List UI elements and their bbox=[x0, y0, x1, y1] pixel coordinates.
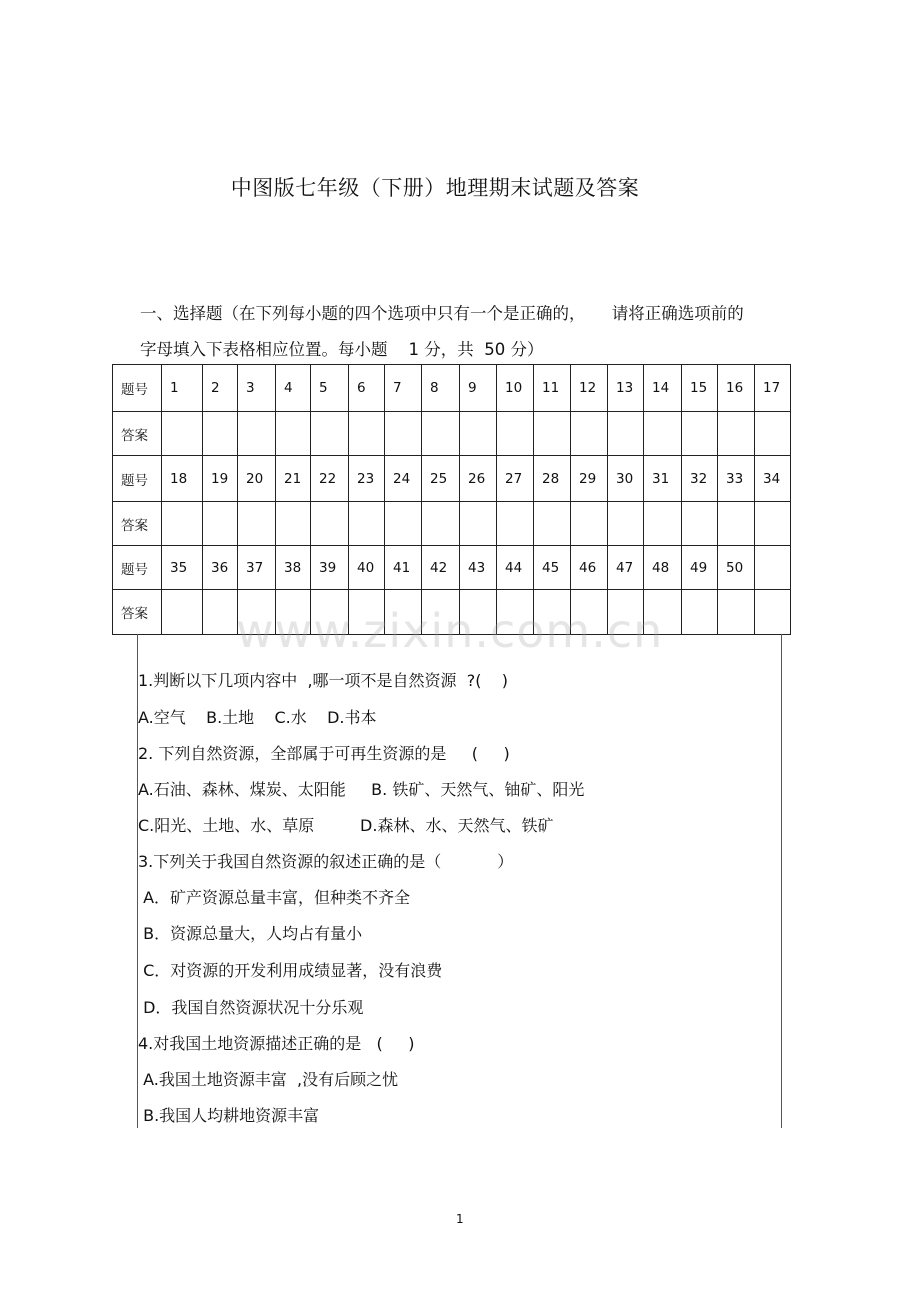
answer-cell[interactable] bbox=[385, 412, 422, 456]
question-number-cell: 37 bbox=[238, 546, 276, 590]
question-number-cell: 43 bbox=[460, 546, 497, 590]
question-number-cell: 25 bbox=[422, 456, 460, 502]
question-line: 4.对我国土地资源描述正确的是 ( ) bbox=[138, 1034, 415, 1053]
answer-row bbox=[113, 412, 791, 456]
question-number-cell: 16 bbox=[718, 365, 755, 412]
answer-cell[interactable] bbox=[644, 412, 682, 456]
answer-cell[interactable] bbox=[276, 412, 311, 456]
question-number-cell: 46 bbox=[571, 546, 608, 590]
answer-cell[interactable] bbox=[608, 412, 644, 456]
question-number-cell bbox=[755, 546, 791, 590]
question-number-cell: 4 bbox=[276, 365, 311, 412]
answer-cell[interactable] bbox=[497, 502, 534, 546]
answer-cell[interactable] bbox=[422, 502, 460, 546]
question-number-cell: 39 bbox=[311, 546, 349, 590]
answer-cell[interactable] bbox=[571, 412, 608, 456]
question-number-cell: 45 bbox=[534, 546, 571, 590]
question-number-cell: 36 bbox=[203, 546, 238, 590]
question-number-cell: 23 bbox=[349, 456, 385, 502]
question-number-cell: 8 bbox=[422, 365, 460, 412]
answer-cell[interactable] bbox=[497, 412, 534, 456]
question-number-cell: 35 bbox=[162, 546, 203, 590]
row-label-answer: 答案 bbox=[113, 590, 162, 635]
question-number-cell: 6 bbox=[349, 365, 385, 412]
answer-cell[interactable] bbox=[460, 412, 497, 456]
question-number-cell: 7 bbox=[385, 365, 422, 412]
answer-cell[interactable] bbox=[276, 502, 311, 546]
question-number-cell: 15 bbox=[682, 365, 718, 412]
question-number-cell: 10 bbox=[497, 365, 534, 412]
question-number-cell: 20 bbox=[238, 456, 276, 502]
row-label-number: 题号 bbox=[113, 456, 162, 502]
answer-cell[interactable] bbox=[203, 502, 238, 546]
question-number-cell: 29 bbox=[571, 456, 608, 502]
question-number-cell: 13 bbox=[608, 365, 644, 412]
question-line: D．我国自然资源状况十分乐观 bbox=[138, 998, 364, 1017]
answer-cell[interactable] bbox=[682, 502, 718, 546]
answer-cell[interactable] bbox=[349, 412, 385, 456]
question-number-cell: 11 bbox=[534, 365, 571, 412]
answer-cell[interactable] bbox=[718, 412, 755, 456]
question-number-row bbox=[113, 365, 791, 412]
question-number-cell: 30 bbox=[608, 456, 644, 502]
question-number-cell: 27 bbox=[497, 456, 534, 502]
answer-cell[interactable] bbox=[385, 502, 422, 546]
question-number-cell: 40 bbox=[349, 546, 385, 590]
question-number-cell: 42 bbox=[422, 546, 460, 590]
question-line: 1.判断以下几项内容中 ,哪一项不是自然资源 ?( ) bbox=[138, 671, 509, 690]
question-number-cell: 24 bbox=[385, 456, 422, 502]
answer-table bbox=[112, 364, 791, 635]
answer-cell[interactable] bbox=[644, 502, 682, 546]
question-number-cell: 22 bbox=[311, 456, 349, 502]
answer-cell[interactable] bbox=[422, 412, 460, 456]
answer-cell[interactable] bbox=[349, 502, 385, 546]
right-border-line bbox=[781, 634, 782, 1128]
question-number-cell: 33 bbox=[718, 456, 755, 502]
question-line: C.阳光、土地、水、草原 D.森林、水、天然气、铁矿 bbox=[138, 816, 554, 835]
answer-cell[interactable] bbox=[311, 502, 349, 546]
answer-cell[interactable] bbox=[238, 412, 276, 456]
answer-cell[interactable] bbox=[682, 590, 718, 635]
answer-cell[interactable] bbox=[571, 502, 608, 546]
section-instruction-line-1: 一、选择题（在下列每小题的四个选项中只有一个是正确的， 请将正确选项前的 bbox=[140, 304, 744, 323]
row-label-number: 题号 bbox=[113, 365, 162, 412]
question-number-cell: 2 bbox=[203, 365, 238, 412]
question-number-cell: 38 bbox=[276, 546, 311, 590]
answer-cell[interactable] bbox=[203, 412, 238, 456]
question-number-cell: 21 bbox=[276, 456, 311, 502]
question-number-cell: 3 bbox=[238, 365, 276, 412]
question-number-cell: 48 bbox=[644, 546, 682, 590]
section-instruction-line-2: 字母填入下表格相应位置。每小题 1 分，共 50 分） bbox=[140, 340, 544, 359]
question-number-cell: 12 bbox=[571, 365, 608, 412]
row-label-answer: 答案 bbox=[113, 412, 162, 456]
answer-row bbox=[113, 502, 791, 546]
row-label-answer: 答案 bbox=[113, 502, 162, 546]
question-number-cell: 5 bbox=[311, 365, 349, 412]
answer-cell[interactable] bbox=[608, 502, 644, 546]
question-number-cell: 28 bbox=[534, 456, 571, 502]
question-line: A．矿产资源总量丰富，但种类不齐全 bbox=[138, 888, 411, 907]
question-line: B．资源总量大，人均占有量小 bbox=[138, 924, 363, 943]
question-number-cell: 19 bbox=[203, 456, 238, 502]
question-line: A.我国土地资源丰富 ,没有后顾之忧 bbox=[138, 1070, 399, 1089]
question-number-cell: 47 bbox=[608, 546, 644, 590]
question-line: A.石油、森林、煤炭、太阳能 B. 铁矿、天然气、铀矿、阳光 bbox=[138, 780, 585, 799]
watermark: www.zixin.com.cn bbox=[236, 604, 664, 658]
answer-cell[interactable] bbox=[534, 412, 571, 456]
question-number-row bbox=[113, 456, 791, 502]
answer-cell[interactable] bbox=[203, 590, 238, 635]
answer-cell[interactable] bbox=[162, 590, 203, 635]
row-label-number: 题号 bbox=[113, 546, 162, 590]
question-number-cell: 18 bbox=[162, 456, 203, 502]
answer-cell[interactable] bbox=[718, 590, 755, 635]
answer-cell[interactable] bbox=[162, 412, 203, 456]
question-number-cell: 26 bbox=[460, 456, 497, 502]
answer-cell[interactable] bbox=[755, 412, 791, 456]
question-number-cell: 49 bbox=[682, 546, 718, 590]
question-number-cell: 50 bbox=[718, 546, 755, 590]
answer-cell[interactable] bbox=[460, 502, 497, 546]
answer-cell[interactable] bbox=[534, 502, 571, 546]
question-number-cell: 9 bbox=[460, 365, 497, 412]
question-number-cell: 34 bbox=[755, 456, 791, 502]
page-number: 1 bbox=[456, 1212, 464, 1226]
answer-cell[interactable] bbox=[238, 502, 276, 546]
question-number-cell: 41 bbox=[385, 546, 422, 590]
answer-cell[interactable] bbox=[682, 412, 718, 456]
question-line: A.空气 B.土地 C.水 D.书本 bbox=[138, 708, 377, 727]
question-line: 3.下列关于我国自然资源的叙述正确的是（ ） bbox=[138, 852, 514, 871]
question-number-cell: 14 bbox=[644, 365, 682, 412]
question-number-cell: 17 bbox=[755, 365, 791, 412]
question-number-cell: 44 bbox=[497, 546, 534, 590]
question-line: C．对资源的开发利用成绩显著，没有浪费 bbox=[138, 961, 443, 980]
answer-cell[interactable] bbox=[718, 502, 755, 546]
answer-cell[interactable] bbox=[311, 412, 349, 456]
question-line: 2. 下列自然资源，全部属于可再生资源的是 ( ) bbox=[138, 744, 510, 763]
answer-cell[interactable] bbox=[162, 502, 203, 546]
question-number-cell: 32 bbox=[682, 456, 718, 502]
question-number-cell: 1 bbox=[162, 365, 203, 412]
page-title: 中图版七年级（下册）地理期末试题及答案 bbox=[230, 176, 640, 200]
question-number-row bbox=[113, 546, 791, 590]
question-line: B.我国人均耕地资源丰富 bbox=[138, 1106, 320, 1125]
answer-cell[interactable] bbox=[755, 502, 791, 546]
answer-cell[interactable] bbox=[755, 590, 791, 635]
question-number-cell: 31 bbox=[644, 456, 682, 502]
